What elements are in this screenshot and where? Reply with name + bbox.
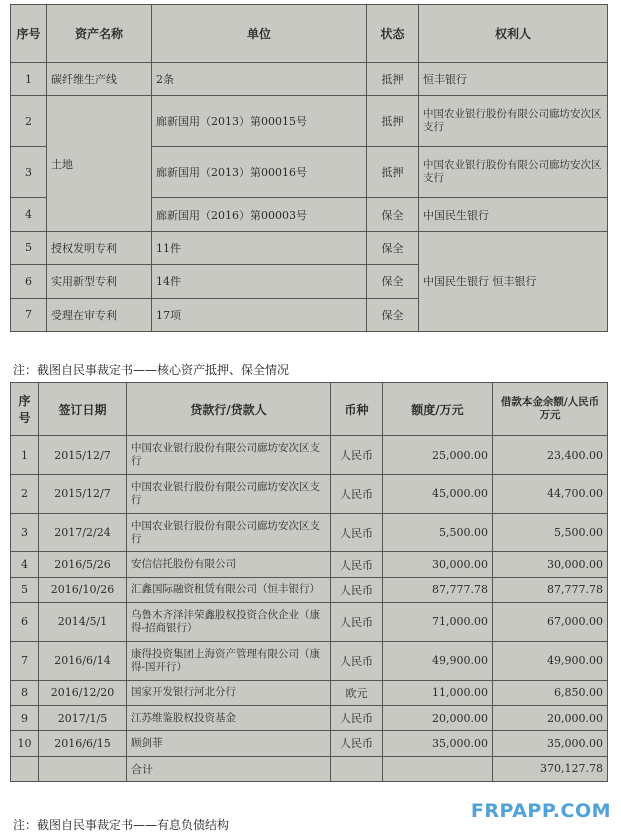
- currency: 欧元: [331, 680, 383, 705]
- asset-name: 授权发明专利: [47, 231, 152, 264]
- asset-name: 受理在审专利: [47, 298, 152, 331]
- table-row: [11, 231, 608, 264]
- loan-balance: 20,000.00: [493, 705, 608, 730]
- asset-status: 保全: [367, 265, 419, 298]
- currency: 人民币: [331, 731, 383, 756]
- header-asset-name: 资产名称: [47, 5, 152, 63]
- lender-name: 国家开发银行河北分行: [127, 680, 331, 705]
- loan-amount: 87,777.78: [383, 577, 493, 602]
- asset-status: 抵押: [367, 147, 419, 198]
- watermark-logo: FRPAPP.COM: [470, 800, 611, 822]
- asset-unit: 11件: [152, 231, 367, 264]
- loan-balance: 44,700.00: [493, 475, 608, 514]
- header-balance: 借款本金余额/人民币万元: [493, 383, 608, 436]
- row-no: 7: [11, 641, 39, 680]
- loan-amount: 71,000.00: [383, 603, 493, 642]
- assets-table-photo: [10, 4, 608, 332]
- lender-name: 康得投资集团上海资产管理有限公司（康得-国开行）: [127, 641, 331, 680]
- lender-name: 乌鲁木齐泽沣荣鑫股权投资合伙企业（康得-招商银行）: [127, 603, 331, 642]
- loan-date: 2016/5/26: [39, 552, 127, 577]
- row-no: 8: [11, 680, 39, 705]
- row-no: 9: [11, 705, 39, 730]
- debt-table-photo: [10, 382, 608, 782]
- debt-table: [10, 382, 608, 782]
- loan-balance: 67,000.00: [493, 603, 608, 642]
- table-row: [11, 96, 608, 147]
- loan-amount: 49,900.00: [383, 641, 493, 680]
- lender-name: 安信信托股份有限公司: [127, 552, 331, 577]
- row-no: 1: [11, 63, 47, 96]
- loan-amount: 20,000.00: [383, 705, 493, 730]
- asset-status: 保全: [367, 198, 419, 231]
- row-no: 7: [11, 298, 47, 331]
- asset-status: 保全: [367, 231, 419, 264]
- asset-holder: 恒丰银行: [419, 63, 608, 96]
- asset-holder: 中国农业银行股份有限公司廊坊安次区支行: [419, 147, 608, 198]
- header-lender: 贷款行/贷款人: [127, 383, 331, 436]
- row-no: 2: [11, 96, 47, 147]
- header-holder: 权利人: [419, 5, 608, 63]
- loan-balance: 87,777.78: [493, 577, 608, 602]
- loan-amount: 25,000.00: [383, 436, 493, 475]
- lender-name: 江苏维鉴股权投资基金: [127, 705, 331, 730]
- loan-date: 2017/2/24: [39, 513, 127, 552]
- total-row: [11, 756, 608, 781]
- asset-unit: 廊新国用（2016）第00003号: [152, 198, 367, 231]
- loan-date: 2016/6/15: [39, 731, 127, 756]
- loan-date: 2015/12/7: [39, 475, 127, 514]
- assets-table: [10, 4, 608, 332]
- table-row: [11, 475, 608, 514]
- header-currency: 币种: [331, 383, 383, 436]
- currency: 人民币: [331, 577, 383, 602]
- asset-holder: 中国农业银行股份有限公司廊坊安次区支行: [419, 96, 608, 147]
- asset-status: 保全: [367, 298, 419, 331]
- row-no: 1: [11, 436, 39, 475]
- row-no: 6: [11, 603, 39, 642]
- currency: 人民币: [331, 475, 383, 514]
- currency: 人民币: [331, 513, 383, 552]
- header-status: 状态: [367, 5, 419, 63]
- header-amount: 额度/万元: [383, 383, 493, 436]
- row-no: 5: [11, 577, 39, 602]
- loan-amount: 35,000.00: [383, 731, 493, 756]
- table-row: [11, 705, 608, 730]
- loan-date: 2014/5/1: [39, 603, 127, 642]
- total-value: 370,127.78: [493, 756, 608, 781]
- table-row: [11, 552, 608, 577]
- asset-holder: 中国民生银行: [419, 198, 608, 231]
- table-row: [11, 731, 608, 756]
- row-no: 5: [11, 231, 47, 264]
- row-no: 3: [11, 513, 39, 552]
- row-no: 4: [11, 198, 47, 231]
- asset-unit: 廊新国用（2013）第00016号: [152, 147, 367, 198]
- loan-date: 2017/1/5: [39, 705, 127, 730]
- loan-date: 2016/6/14: [39, 641, 127, 680]
- asset-unit: 2条: [152, 63, 367, 96]
- lender-name: 中国农业银行股份有限公司廊坊安次区支行: [127, 513, 331, 552]
- asset-status: 抵押: [367, 63, 419, 96]
- lender-name: 汇鑫国际融资租赁有限公司（恒丰银行）: [127, 577, 331, 602]
- lender-name: 中国农业银行股份有限公司廊坊安次区支行: [127, 475, 331, 514]
- loan-amount: 30,000.00: [383, 552, 493, 577]
- asset-unit: 廊新国用（2013）第00015号: [152, 96, 367, 147]
- loan-date: 2016/12/20: [39, 680, 127, 705]
- lender-name: 中国农业银行股份有限公司廊坊安次区支行: [127, 436, 331, 475]
- currency: 人民币: [331, 641, 383, 680]
- table-row: [11, 436, 608, 475]
- table-row: [11, 577, 608, 602]
- table-row: [11, 603, 608, 642]
- loan-amount: 11,000.00: [383, 680, 493, 705]
- loan-balance: 5,500.00: [493, 513, 608, 552]
- asset-unit: 17项: [152, 298, 367, 331]
- header-date: 签订日期: [39, 383, 127, 436]
- caption-debt: 注：截图自民事裁定书——有息负债结构: [13, 818, 230, 832]
- currency: 人民币: [331, 552, 383, 577]
- loan-balance: 30,000.00: [493, 552, 608, 577]
- row-no: 2: [11, 475, 39, 514]
- asset-name: 碳纤维生产线: [47, 63, 152, 96]
- loan-date: 2016/10/26: [39, 577, 127, 602]
- table-header-row: [11, 383, 608, 436]
- table-header-row: [11, 5, 608, 63]
- row-no: 4: [11, 552, 39, 577]
- table-row: [11, 641, 608, 680]
- header-no: 序号: [11, 383, 39, 436]
- currency: 人民币: [331, 436, 383, 475]
- row-no: 3: [11, 147, 47, 198]
- currency: 人民币: [331, 705, 383, 730]
- asset-name: 实用新型专利: [47, 265, 152, 298]
- asset-unit: 14件: [152, 265, 367, 298]
- table-row: [11, 513, 608, 552]
- table-row: [11, 680, 608, 705]
- asset-holder: 中国民生银行 恒丰银行: [419, 231, 608, 331]
- loan-amount: 45,000.00: [383, 475, 493, 514]
- loan-amount: 5,500.00: [383, 513, 493, 552]
- loan-balance: 6,850.00: [493, 680, 608, 705]
- loan-balance: 49,900.00: [493, 641, 608, 680]
- row-no: 10: [11, 731, 39, 756]
- loan-balance: 35,000.00: [493, 731, 608, 756]
- currency: 人民币: [331, 603, 383, 642]
- loan-date: 2015/12/7: [39, 436, 127, 475]
- asset-status: 抵押: [367, 96, 419, 147]
- header-no: 序号: [11, 5, 47, 63]
- loan-balance: 23,400.00: [493, 436, 608, 475]
- row-no: 6: [11, 265, 47, 298]
- header-unit: 单位: [152, 5, 367, 63]
- lender-name: 顾剑菲: [127, 731, 331, 756]
- caption-assets: 注：截图自民事裁定书——核心资产抵押、保全情况: [13, 363, 290, 377]
- asset-name: 土地: [47, 96, 152, 231]
- total-label: 合计: [127, 756, 331, 781]
- table-row: [11, 63, 608, 96]
